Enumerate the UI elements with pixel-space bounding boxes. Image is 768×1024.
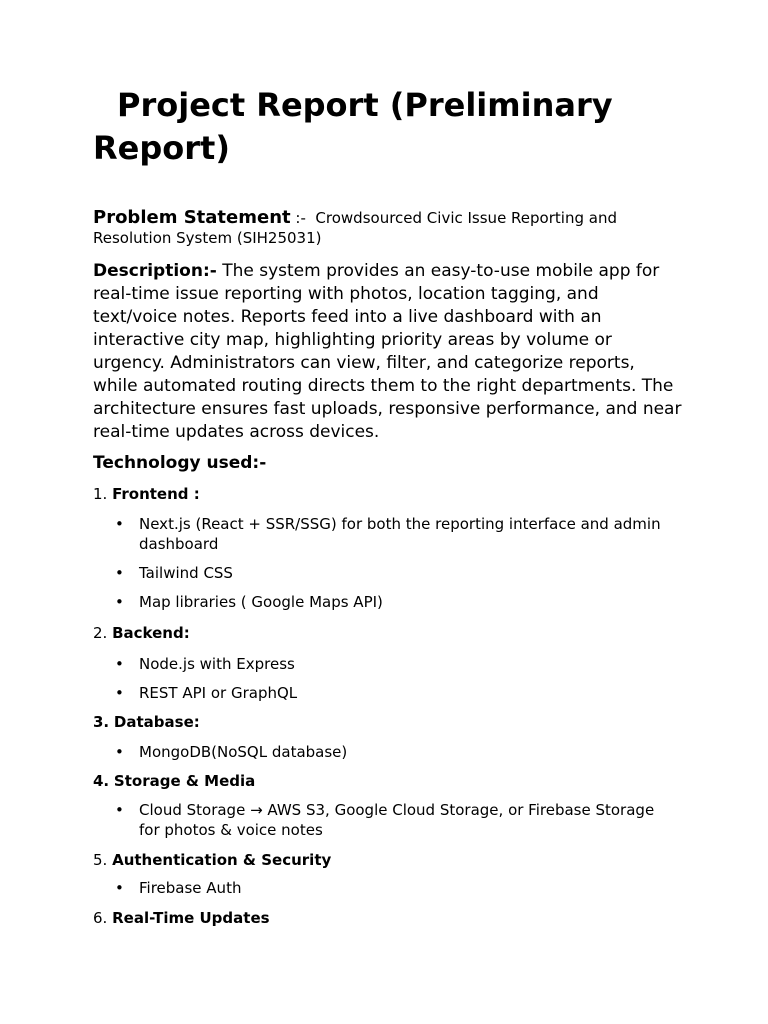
section-storage-media [93,771,683,791]
section-number: 5. [93,851,108,869]
section-heading: Storage & Media [113,772,256,790]
list-item-text: Firebase Auth [139,879,242,897]
description-text: The system provides an easy-to-use mobile app for real-time issue reporting with photos, location tagging, and text/voice notes. Reports feed into a live dashboard with an interactive city map, highlighting priority areas by volume or urgency. Administrators can view, filter, and categorize reports, while automated routing directs them to the right departments. The architecture ensures fast uploads, responsive performance, and near real-time updates across devices. [93,261,682,442]
list-item-text: Map libraries ( Google Maps API) [139,593,383,611]
title-text: Project Report (Preliminary Report) [93,86,613,167]
problem-statement-label: Problem Statement [93,207,291,228]
section-heading: Backend: [112,624,190,642]
section-number: 4. [93,772,110,790]
bullet-icon: • [115,684,124,702]
bullet-icon: • [115,879,124,897]
section-number: 6. [93,909,108,927]
bullet-icon: • [115,655,124,673]
section-heading: Frontend : [112,485,200,503]
section-number: 3. [93,713,110,731]
problem-statement-separator: :- [290,209,316,227]
technology-heading: Technology used:- [93,453,267,473]
problem-statement-text: Crowdsourced Civic Issue Reporting and Resolution System (SIH25031) [93,209,617,247]
section-frontend [93,484,683,504]
section-number: 1. [93,485,108,503]
description-paragraph [93,260,683,444]
document-title [93,84,673,170]
section-heading: Real-Time Updates [112,909,270,927]
list-item-text: Node.js with Express [139,655,295,673]
bullet-icon: • [115,515,124,533]
list-item-text: Tailwind CSS [139,564,233,582]
problem-statement [93,208,673,248]
list-item-text: REST API or GraphQL [139,684,298,702]
section-real-time-updates [93,908,683,928]
bullet-icon: • [115,564,124,582]
section-heading: Database: [113,713,200,731]
section-heading: Authentication & Security [112,851,332,869]
list-item-text: Next.js (React + SSR/SSG) for both the reporting interface and admin dashboard [139,515,661,553]
bullet-icon: • [115,743,124,761]
list-item-text: Cloud Storage → AWS S3, Google Cloud Storage, or Firebase Storage for photos & voice notes [139,801,655,839]
bullet-icon: • [115,593,124,611]
bullet-icon: • [115,801,124,819]
description-label: Description:- [93,261,217,281]
section-number: 2. [93,624,108,642]
section-backend [93,623,683,643]
list-item-text: MongoDB(NoSQL database) [139,743,348,761]
section-authentication-security [93,850,683,870]
section-database [93,712,683,732]
